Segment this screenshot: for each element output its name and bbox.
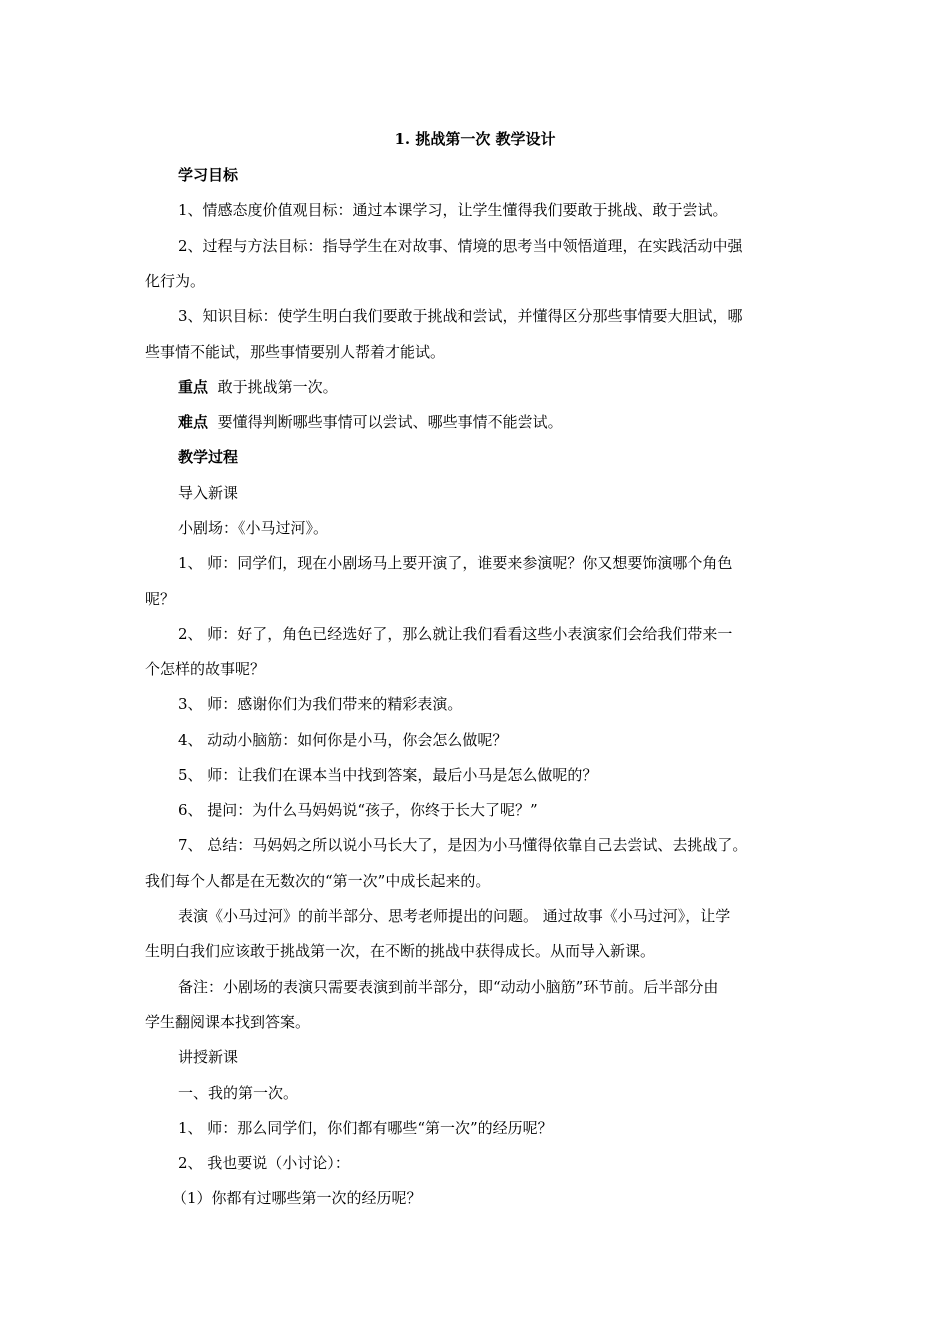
part-1-heading: 一、我的第一次。 — [178, 1084, 299, 1102]
objective-2-line-1: 2、过程与方法目标：指导学生在对故事、情境的思考当中领悟道理，在实践活动中强 — [178, 237, 743, 255]
step-7-line-1: 7、 总结：马妈妈之所以说小马长大了，是因为小马懂得依靠自己去尝试、去挑战了。 — [178, 836, 748, 854]
difficulty-point — [178, 411, 563, 432]
note-line-1: 备注：小剧场的表演只需要表演到前半部分，即“动动小脑筋”环节前。后半部分由 — [178, 978, 719, 996]
step-6: 6、 提问：为什么马妈妈说“孩子，你终于长大了呢？” — [178, 801, 538, 819]
objective-3-line-2: 些事情不能试，那些事情要别人帮着才能试。 — [145, 343, 446, 361]
part-1-step-2: 2、 我也要说（小讨论）： — [178, 1154, 350, 1172]
step-2-line-1: 2、 师：好了，角色已经选好了，那么就让我们看看这些小表演家们会给我们带来一 — [178, 625, 733, 643]
difficulty-label: 难点 — [178, 413, 209, 431]
step-5: 5、 师：让我们在课本当中找到答案，最后小马是怎么做呢的？ — [178, 766, 598, 784]
note-line-2: 学生翻阅课本找到答案。 — [145, 1013, 311, 1031]
document-title: 1. 挑战第一次 教学设计 — [394, 130, 556, 148]
objective-1: 1、情感态度价值观目标：通过本课学习，让学生懂得我们要敢于挑战、敢于尝试。 — [178, 201, 728, 219]
key-point-text: 敢于挑战第一次。 — [217, 378, 338, 396]
key-point-label: 重点 — [178, 378, 209, 396]
section-heading-process: 教学过程 — [178, 448, 239, 466]
section-heading-objectives: 学习目标 — [178, 166, 239, 184]
part-1-step-1: 1、 师：那么同学们，你们都有哪些“第一次”的经历呢？ — [178, 1119, 553, 1137]
part-1-question-1: （1）你都有过哪些第一次的经历呢？ — [172, 1189, 422, 1207]
lecture-heading: 讲授新课 — [178, 1048, 239, 1066]
step-2-line-2: 个怎样的故事呢？ — [145, 660, 266, 678]
intro-heading: 导入新课 — [178, 484, 239, 502]
objective-3-line-1: 3、知识目标：使学生明白我们要敢于挑战和尝试，并懂得区分那些事情要大胆试，哪 — [178, 307, 743, 325]
perform-line-1: 表演《小马过河》的前半部分、思考老师提出的问题。 通过故事《小马过河》，让学 — [178, 907, 731, 925]
perform-line-2: 生明白我们应该敢于挑战第一次，在不断的挑战中获得成长。从而导入新课。 — [145, 942, 656, 960]
step-3: 3、 师：感谢你们为我们带来的精彩表演。 — [178, 695, 463, 713]
step-1-line-1: 1、 师：同学们，现在小剧场马上要开演了，谁要来参演呢？你又想要饰演哪个角色 — [178, 554, 733, 572]
difficulty-text: 要懂得判断哪些事情可以尝试、哪些事情不能尝试。 — [217, 413, 563, 431]
step-4: 4、 动动小脑筋：如何你是小马，你会怎么做呢？ — [178, 731, 508, 749]
key-point — [178, 376, 338, 397]
objective-2-line-2: 化行为。 — [145, 272, 206, 290]
step-1-line-2: 呢？ — [145, 590, 176, 608]
step-7-line-2: 我们每个人都是在无数次的“第一次”中成长起来的。 — [145, 872, 491, 890]
theater-line: 小剧场：《小马过河》。 — [178, 519, 329, 537]
